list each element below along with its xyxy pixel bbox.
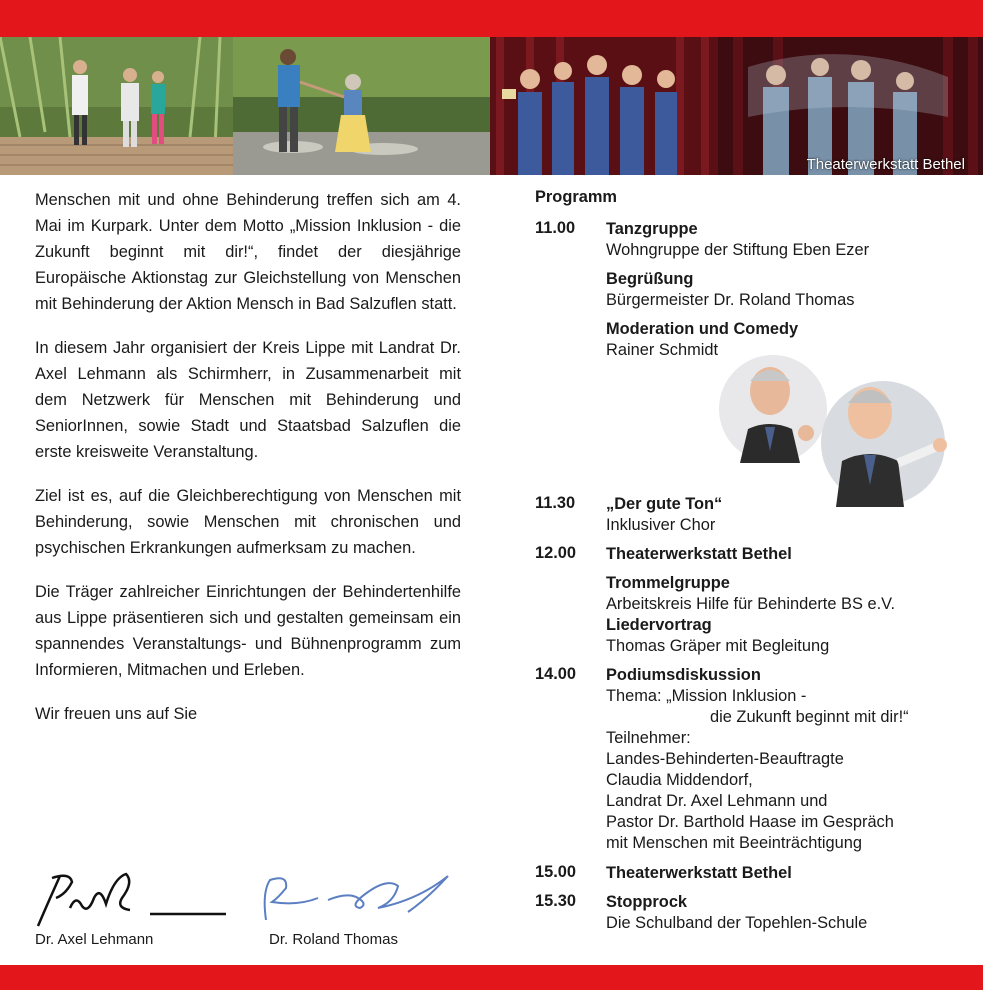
program [535,186,965,934]
program-act-title: Liedervortrag [606,616,712,634]
program-item-1530 [535,892,965,934]
program-act-text: Claudia Middendorf, [606,771,753,789]
top-red-bar [0,0,983,37]
program-act-title: Tanzgruppe [606,220,698,238]
intro-text [35,187,461,745]
program-act-title: „Der gute Ton“ [606,495,723,513]
photo-theater-group [490,37,718,175]
photo-caption: Theaterwerkstatt Bethel [806,156,965,173]
program-act-text: mit Menschen mit Beeinträchtigung [606,834,862,852]
program-act-text: Die Schulband der Topehlen-Schule [606,914,868,932]
program-time: 14.00 [535,665,577,683]
program-act-title: Stopprock [606,893,688,911]
program-act-text: Arbeitskreis Hilfe für Behinderte BS e.V. [606,595,896,613]
program-act-text: Landes-Behinderten-Beauftragte [606,750,844,768]
program-act-text: Inklusiver Chor [606,516,716,534]
photo-theater-performance [718,37,983,175]
program-act-text: die Zukunft beginnt mit dir!“ [710,708,909,726]
program-item-1200 [535,544,965,657]
bottom-red-bar [0,965,983,990]
program-item-1100 [535,219,965,361]
program-act-title: Moderation und Comedy [606,320,799,338]
program-act-title: Begrüßung [606,270,694,288]
program-item-1400 [535,665,965,854]
intro-paragraph-3: Ziel ist es, auf die Gleichberechtigung von Menschen mit Behinderung, sowie Menschen mit chronischen und psychischen Erkrankungen aufmerksam zu machen. [35,487,461,557]
signature-thomas [248,868,458,930]
program-act-title: Trommelgruppe [606,574,730,592]
program-act-text: Pastor Dr. Barthold Haase im Gespräch [606,813,894,831]
program-act-text: Thema: „Mission Inklusion - [606,687,807,705]
intro-paragraph-1: Menschen mit und ohne Behinderung treffen sich am 4. Mai im Kurpark. Unter dem Motto „Mission Inklusion - die Zukunft beginnt mit dir!“, findet der diesjährige Europäische Aktionstag zur Gleichstellung von Menschen mit Behinderung der Aktion Mensch in Bad Salzuflen statt. [35,191,461,313]
photo-strip [0,37,983,175]
program-act-text: Wohngruppe der Stiftung Eben Ezer [606,241,870,259]
program-act-title: Theaterwerkstatt Bethel [606,864,792,882]
signature-lehmann [30,868,230,930]
program-time: 15.30 [535,892,577,910]
program-time: 15.00 [535,863,577,881]
comedian-portraits [718,351,950,511]
program-title: Programm [535,188,617,206]
program-act-text: Teilnehmer: [606,729,691,747]
intro-paragraph-4: Die Träger zahlreicher Einrichtungen der Behindertenhilfe aus Lippe präsentieren sich und gestalten gemeinsam ein spannendes Veranstaltungs- und Bühnenprogramm zum Informieren, Mitmachen und Erleben. [35,583,461,679]
photo-couple-walking [233,37,490,175]
program-act-text: Thomas Gräper mit Begleitung [606,637,830,655]
program-act-text: Landrat Dr. Axel Lehmann und [606,792,828,810]
program-act-title: Theaterwerkstatt Bethel [606,545,792,563]
program-time: 12.00 [535,544,577,562]
program-act-title: Podiumsdiskussion [606,666,761,684]
photo-dance-group [0,37,233,175]
signature-name-thomas: Dr. Roland Thomas [269,931,398,948]
program-act-text: Bürgermeister Dr. Roland Thomas [606,291,855,309]
closing-line: Wir freuen uns auf Sie [35,705,198,723]
program-act-text: Rainer Schmidt [606,341,719,359]
program-item-1500 [535,863,965,884]
intro-paragraph-2: In diesem Jahr organisiert der Kreis Lippe mit Landrat Dr. Axel Lehmann als Schirmherr, in Zusammenarbeit mit dem Netzwerk für Menschen mit Behinderung und SeniorInnen, sowie Stadt und Staatsbad Salzuflen die erste kreisweite Veranstaltung. [35,339,461,461]
program-time: 11.00 [535,219,576,237]
program-time: 11.30 [535,494,576,512]
signature-name-lehmann: Dr. Axel Lehmann [35,931,154,948]
